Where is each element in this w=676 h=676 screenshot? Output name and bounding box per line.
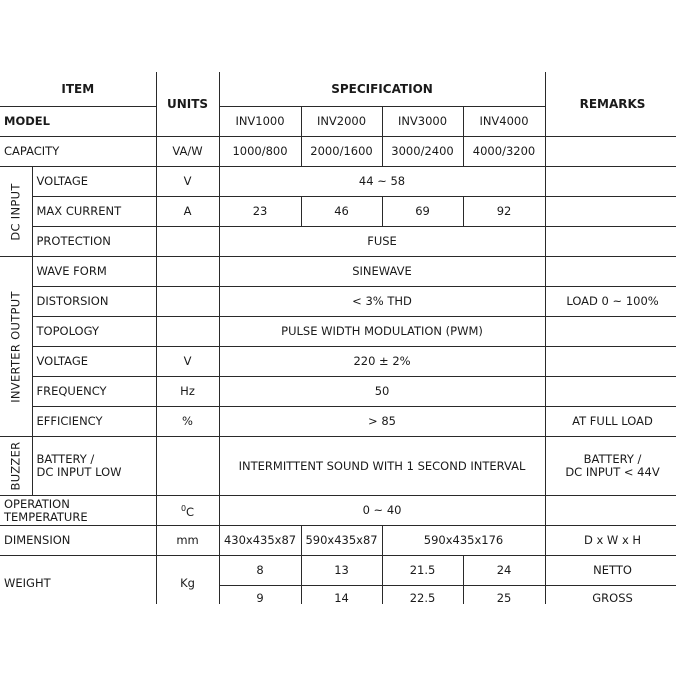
capacity-value: 4000/3200: [463, 137, 545, 167]
buzzer-label-line2: DC INPUT LOW: [36, 465, 122, 479]
frequency-row: [0, 377, 676, 407]
weight-netto-row: [0, 556, 676, 586]
distorsion-units: [156, 287, 219, 317]
units-header: UNITS: [156, 72, 219, 137]
dimension-units: mm: [156, 526, 219, 556]
buzzer-remark: [545, 437, 676, 496]
header-row: [0, 72, 676, 107]
operation-temperature-line2: TEMPERATURE: [4, 509, 88, 524]
dimension-label: DIMENSION: [0, 526, 156, 556]
weight-netto-value: 13: [301, 556, 382, 586]
max-current-value: 69: [382, 197, 463, 227]
buzzer-remark-line1: BATTERY /: [583, 452, 642, 466]
operation-temperature-units: [156, 496, 219, 526]
topology-remark: [545, 317, 676, 347]
capacity-value: 3000/2400: [382, 137, 463, 167]
output-voltage-remark: [545, 347, 676, 377]
buzzer-row: [0, 437, 676, 496]
buzzer-section: [0, 437, 32, 496]
dimension-value: 590x435x176: [382, 526, 545, 556]
item-header: ITEM: [0, 72, 156, 107]
dimension-remark: D x W x H: [545, 526, 676, 556]
dc-input-section: [0, 167, 32, 257]
max-current-value: 46: [301, 197, 382, 227]
dimension-row: [0, 526, 676, 556]
model-label: MODEL: [0, 107, 156, 137]
protection-value: FUSE: [219, 227, 545, 257]
model-value: INV4000: [463, 107, 545, 137]
distorsion-row: [0, 287, 676, 317]
specification-table: [0, 72, 676, 604]
distorsion-remark: LOAD 0 ~ 100%: [545, 287, 676, 317]
protection-row: [0, 227, 676, 257]
capacity-row: [0, 137, 676, 167]
operation-temperature-value: 0 ~ 40: [219, 496, 545, 526]
distorsion-label: DISTORSION: [32, 287, 156, 317]
operation-temperature-remark: [545, 496, 676, 526]
protection-units: [156, 227, 219, 257]
celsius-unit: C: [186, 505, 195, 519]
output-voltage-units: V: [156, 347, 219, 377]
model-value: INV3000: [382, 107, 463, 137]
buzzer-units: [156, 437, 219, 496]
protection-remark: [545, 227, 676, 257]
buzzer-label-line1: BATTERY /: [36, 452, 95, 466]
topology-row: [0, 317, 676, 347]
efficiency-row: [0, 407, 676, 437]
wave-form-row: [0, 257, 676, 287]
operation-temperature-row: [0, 496, 676, 526]
operation-temperature-line1: OPERATION: [4, 496, 70, 511]
inverter-output-section: [0, 257, 32, 437]
efficiency-label: EFFICIENCY: [32, 407, 156, 437]
weight-gross-remark: GROSS: [545, 586, 676, 605]
specification-header: SPECIFICATION: [219, 72, 545, 107]
buzzer-section-label: BUZZER: [8, 441, 23, 491]
dimension-value: 590x435x87: [301, 526, 382, 556]
weight-gross-value: 9: [219, 586, 301, 605]
weight-netto-remark: NETTO: [545, 556, 676, 586]
frequency-remark: [545, 377, 676, 407]
capacity-value: 2000/1600: [301, 137, 382, 167]
max-current-remark: [545, 197, 676, 227]
capacity-label: CAPACITY: [0, 137, 156, 167]
buzzer-remark-line2: DC INPUT < 44V: [565, 465, 660, 479]
topology-units: [156, 317, 219, 347]
frequency-label: FREQUENCY: [32, 377, 156, 407]
output-voltage-row: [0, 347, 676, 377]
distorsion-value: < 3% THD: [219, 287, 545, 317]
capacity-remark: [545, 137, 676, 167]
remarks-header: REMARKS: [545, 72, 676, 137]
dc-input-section-label: DC INPUT: [8, 182, 23, 241]
weight-netto-value: 8: [219, 556, 301, 586]
efficiency-units: %: [156, 407, 219, 437]
capacity-value: 1000/800: [219, 137, 301, 167]
protection-label: PROTECTION: [32, 227, 156, 257]
frequency-units: Hz: [156, 377, 219, 407]
model-value: INV2000: [301, 107, 382, 137]
topology-label: TOPOLOGY: [32, 317, 156, 347]
max-current-units: A: [156, 197, 219, 227]
capacity-units: VA/W: [156, 137, 219, 167]
specification-sheet: [0, 72, 676, 604]
dc-voltage-remark: [545, 167, 676, 197]
wave-form-label: WAVE FORM: [32, 257, 156, 287]
output-voltage-value: 220 ± 2%: [219, 347, 545, 377]
wave-form-remark: [545, 257, 676, 287]
weight-netto-value: 21.5: [382, 556, 463, 586]
max-current-row: [0, 197, 676, 227]
weight-gross-value: 22.5: [382, 586, 463, 605]
wave-form-value: SINEWAVE: [219, 257, 545, 287]
operation-temperature-label: [0, 496, 156, 526]
weight-units: Kg: [156, 556, 219, 605]
wave-form-units: [156, 257, 219, 287]
weight-label: WEIGHT: [0, 556, 156, 605]
output-voltage-label: VOLTAGE: [32, 347, 156, 377]
weight-gross-value: 25: [463, 586, 545, 605]
max-current-label: MAX CURRENT: [32, 197, 156, 227]
efficiency-remark: AT FULL LOAD: [545, 407, 676, 437]
inverter-output-section-label: INVERTER OUTPUT: [8, 290, 23, 403]
max-current-value: 92: [463, 197, 545, 227]
dc-voltage-row: [0, 167, 676, 197]
buzzer-value: INTERMITTENT SOUND WITH 1 SECOND INTERVAL: [219, 437, 545, 496]
max-current-value: 23: [219, 197, 301, 227]
degree-sup: 0: [180, 504, 187, 513]
dimension-value: 430x435x87: [219, 526, 301, 556]
model-value: INV1000: [219, 107, 301, 137]
weight-gross-value: 14: [301, 586, 382, 605]
dc-voltage-value: 44 ~ 58: [219, 167, 545, 197]
dc-voltage-label: VOLTAGE: [32, 167, 156, 197]
dc-voltage-units: V: [156, 167, 219, 197]
weight-netto-value: 24: [463, 556, 545, 586]
frequency-value: 50: [219, 377, 545, 407]
topology-value: PULSE WIDTH MODULATION (PWM): [219, 317, 545, 347]
efficiency-value: > 85: [219, 407, 545, 437]
buzzer-label: [32, 437, 156, 496]
